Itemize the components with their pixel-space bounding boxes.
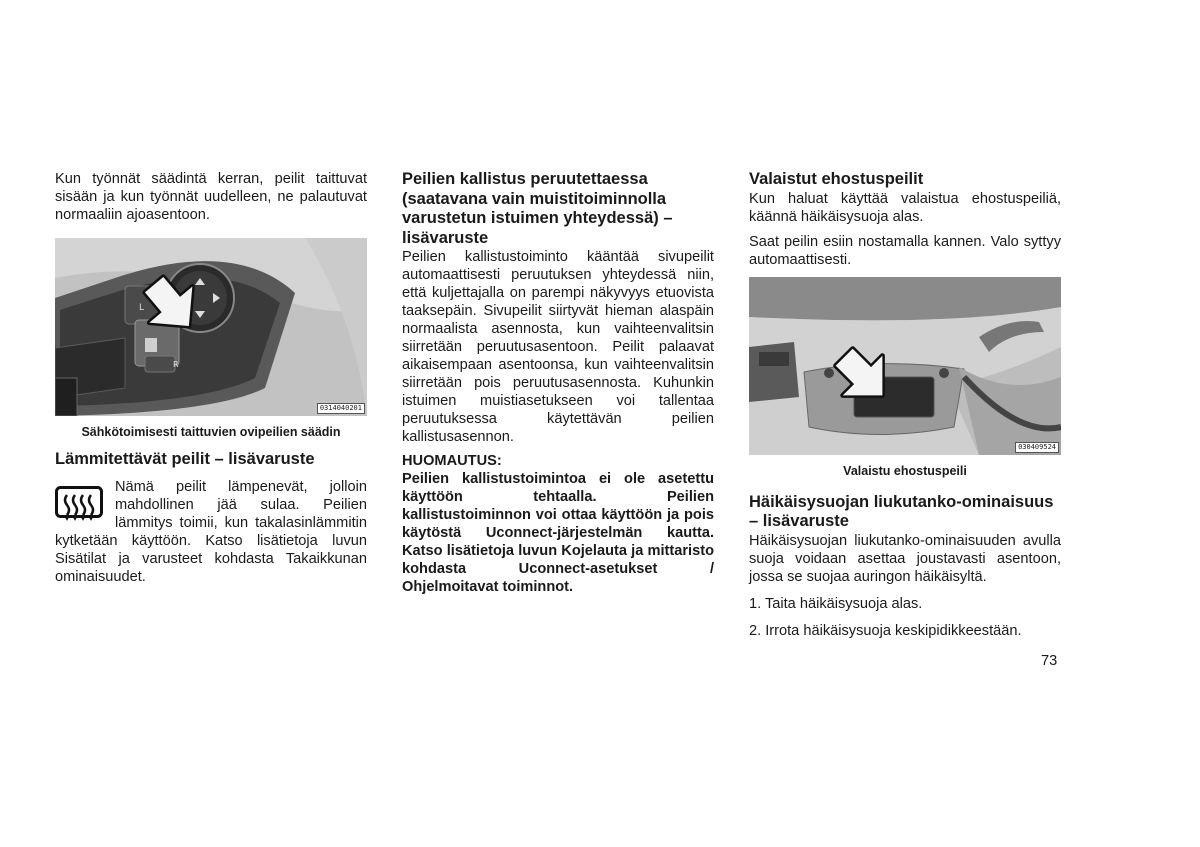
intro-paragraph: Kun työnnät säädintä kerran, peilit taittuvat sisään ja kun työnnät uudelleen, ne palautuvat normaaliin ajoasentoon. <box>55 171 367 223</box>
section-heading: Lämmitettävät peilit – lisävaruste <box>55 450 315 468</box>
step-item: 1. Taita häikäisysuoja alas. <box>749 595 923 612</box>
vanity-mirror-illustration <box>749 277 1061 455</box>
column-middle <box>402 170 714 596</box>
defrost-paragraph-block <box>55 478 367 586</box>
vanity-mirror-figure <box>749 277 1061 455</box>
svg-text:R: R <box>173 360 179 369</box>
section-heading: Häikäisysuojan liukutanko-ominaisuus – lisävaruste <box>749 492 1054 530</box>
defrost-body-text: Nämä peilit lämpenevät, jolloin mahdollinen jää sulaa. Peilien lämmitys toimii, kun takalasinlämmitin kytketään käyttöön. Katso lisätietoja luvun Sisätilat ja varusteet kohdasta Takaikkunan ominaisuudet. <box>55 478 367 585</box>
vanity-text-2: Saat peilin esiin nostamalla kannen. Valo syttyy automaattisesti. <box>749 233 1061 268</box>
mirror-switch-illustration <box>55 238 367 416</box>
section-heading: Valaistut ehostuspeilit <box>749 170 924 188</box>
vanity-text-1: Kun haluat käyttää valaistua ehostuspeiliä, käännä häikäisysuoja alas. <box>749 190 1061 225</box>
column-left <box>55 170 367 586</box>
section-heading: Peilien kallistus peruutettaessa (saatavana vain muistitoiminnolla varustetun istuimen yhteydessä) – lisävaruste <box>402 170 673 247</box>
page-number: 73 <box>1041 653 1058 669</box>
rear-defrost-icon <box>55 486 103 524</box>
mirror-switch-figure <box>55 238 367 416</box>
slide-bar-text: Häikäisysuojan liukutanko-ominaisuuden avulla suoja voidaan asettaa joustavasti asentoon, jossa se suojaa auringon häikäisyltä. <box>749 532 1061 585</box>
column-right <box>749 170 1061 640</box>
figure-caption: Sähkötoimisesti taittuvien ovipeilien säädin <box>81 425 341 439</box>
step-item: 2. Irrota häikäisysuoja keskipidikkeestään. <box>749 622 1022 639</box>
note-label: HUOMAUTUS: <box>402 453 502 469</box>
note-text: Peilien kallistustoimintoa ei ole asetettu käyttöön tehtaalla. Peilien kallistustoiminnon voi ottaa käyttöön ja pois käytöstä Uconnect-järjestelmän kautta. Katso lisätietoja luvun Kojelauta ja mittaristo kohdasta Uconnect-asetukset / Ohjelmoitavat toiminnot. <box>402 471 714 595</box>
figure-caption: Valaistu ehostuspeili <box>843 463 967 478</box>
svg-text:L: L <box>139 303 145 313</box>
figure-code: 030409524 <box>1015 442 1059 453</box>
tilt-body-text: Peilien kallistustoiminto kääntää sivupeilit automaattisesti peruutuksen yhteydessä niin, että kuljettajalla on parempi näkyvyys etuovista taaksepäin. Sivupeilit siirtyvät hieman alaspäin normaalista asennosta, kun vaihteenvalitsin siirretään peruutusasentoon. Peilit palaavat aikaisempaan asentoonsa, kun vaihteenvalitsin siirretään pois peruutusasennosta. Kuhunkin istuimen muistiasetukseen voi tallentaa peruutuksessa käytettävän peilien kallistusasennon. <box>402 249 714 445</box>
figure-code: 0314040201 <box>317 403 365 414</box>
